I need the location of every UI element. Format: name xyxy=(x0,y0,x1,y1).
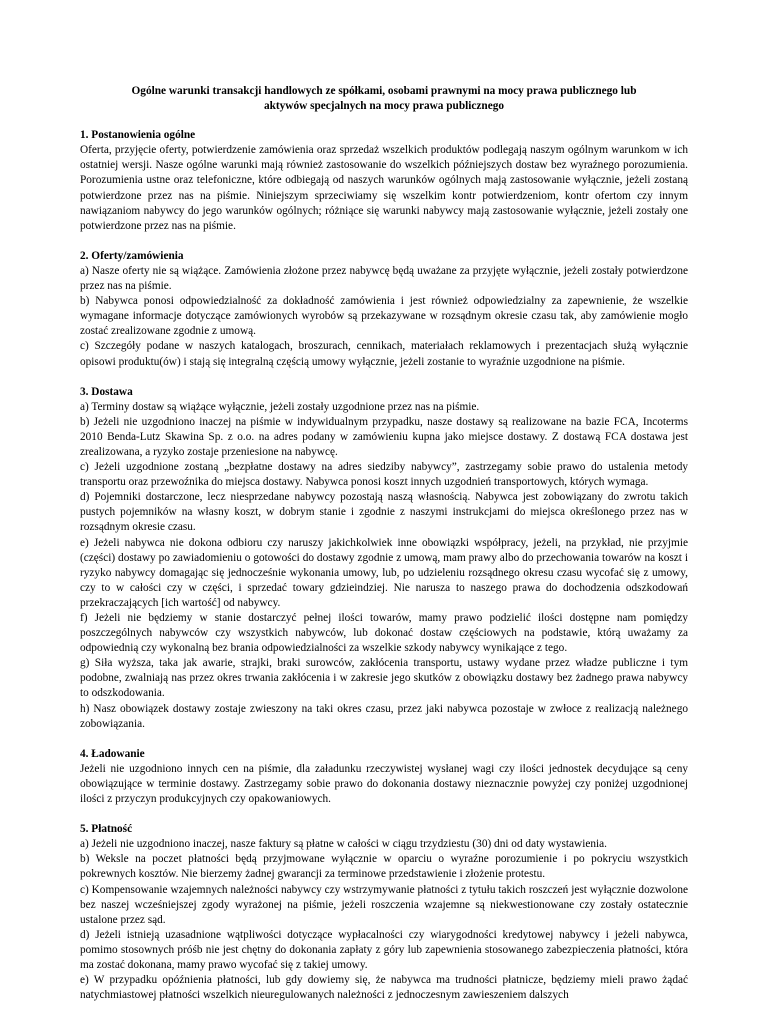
paragraph: a) Terminy dostaw są wiążące wyłącznie, jeżeli zostały uzgodnione przez nas na piśmie. xyxy=(80,400,480,413)
section-heading: 4. Ładowanie xyxy=(80,747,145,760)
paragraph: g) Siła wyższa, taka jak awarie, strajki, braki surowców, zakłócenia transportu, ustawy wydane przez władze publiczne i tym podobne, zwalniają nas przez okres trwania zakłócenia i w zakresie jego skutków z obowiązku dostawy bez żadnego prawa nabywcy to odszkodowania. xyxy=(80,657,688,700)
paragraph: b) Jeżeli nie uzgodniono inaczej na piśmie w indywidualnym przypadku, nasze dostawy są realizowane na bazie FCA, Incoterms 2010 Benda-Lutz Skawina Sp. z o.o. na adres podany w zamówieniu kupna jako miejsce dostawy. Z dostawą FCA dostawa jest zrealizowana, a ryzyko zostaje przeniesione na nabywcę. xyxy=(80,415,688,458)
paragraph: b) Weksle na poczet płatności będą przyjmowane wyłącznie w oparciu o wyraźne porozumienie i po pokryciu wszystkich pokrewnych kosztów. Nie bierzemy żadnej gwarancji za terminowe przedstawienie i złożenie protestu. xyxy=(80,853,688,881)
paragraph: Oferta, przyjęcie oferty, potwierdzenie zamówienia oraz sprzedaż wszelkich produktów podlegają naszym ogólnym warunkom w ich ostatniej wersji. Nasze ogólne warunki mają również zastosowanie do wszelkich późniejszych dostaw bez wyraźnego porozumienia. Porozumienia ustne oraz telefoniczne, które odbiegają od naszych warunków ogólnych mają zastosowanie wyłącznie, jeżeli zostaną potwierdzone przez nas na piśmie. Niniejszym sprzeciwiamy się wszelkim kontr potwierdzeniom, kontr ofertom czy innym nawiązaniom nabywcy do jego warunków ogólnych; różniące się warunki nabywcy mają zastosowanie wyłącznie, jeżeli zostały one potwierdzone przez nas na piśmie. xyxy=(80,144,688,232)
paragraph: d) Pojemniki dostarczone, lecz niesprzedane nabywcy pozostają naszą własnością. Nabywca jest zobowiązany do zwrotu takich pustych pojemników na własny koszt, w dobrym stanie i zgodnie z naszymi instrukcjami do miejsca określonego przez nas w rozsądnym okresie czasu. xyxy=(80,491,688,534)
title-line-2: aktywów specjalnych na mocy prawa publicznego xyxy=(263,100,505,113)
paragraph: d) Jeżeli istnieją uzasadnione wątpliwości dotyczące wypłacalności czy wiarygodności kredytowej nabywcy i jeżeli nabywca, pomimo stosownych próśb nie jest chętny do dokonania zapłaty z góry lub zapewnienia stosowanego zabezpieczenia płatności, która ma zostać dokonana, mamy prawo wycofać się z takiej umowy. xyxy=(80,928,688,971)
paragraph: e) W przypadku opóźnienia płatności, lub gdy dowiemy się, że nabywca ma trudności płatnicze, będziemy mieli prawo żądać natychmiastowej płatności wszelkich nieuregulowanych należności z jednoczesnym zawieszeniem dalszych xyxy=(80,974,688,1002)
section-offers-orders xyxy=(80,249,688,370)
paragraph: a) Jeżeli nie uzgodniono inaczej, nasze faktury są płatne w całości w ciągu trzydziestu (30) dni od daty wystawienia. xyxy=(80,838,607,851)
section-heading: 2. Oferty/zamówienia xyxy=(80,249,184,262)
section-general-provisions xyxy=(80,128,688,234)
paragraph: f) Jeżeli nie będziemy w stanie dostarczyć pełnej ilości towarów, mamy prawo podzielić ilości dostępne nam pomiędzy poszczególnych nabywców czy wszystkich nabywców, lub dokonać dostaw częściowych na podstawie, którą uważamy za odpowiednią czy wykonalną bez brania odpowiedzialności za wszelkie szkody nabywcy wynikające z tego. xyxy=(80,612,688,655)
section-loading xyxy=(80,747,688,807)
title-line-1: Ogólne warunki transakcji handlowych ze spółkami, osobami prawnymi na mocy prawa publicznego lub xyxy=(131,85,637,97)
paragraph: a) Nasze oferty nie są wiążące. Zamówienia złożone przez nabywcę będą uważane za przyjęte wyłącznie, jeżeli zostały potwierdzone przez nas na piśmie. xyxy=(80,264,688,293)
paragraph: c) Kompensowanie wzajemnych należności nabywcy czy wstrzymywanie płatności z tytułu takich roszczeń jest wyłącznie dozwolone bez naszej wcześniejszej zgody wyrażonej na piśmie, jeżeli roszczenia wzajemne są niekwestionowane czy zostały ostatecznie ustalone przez sąd. xyxy=(80,883,688,926)
document-title xyxy=(80,84,688,114)
paragraph: e) Jeżeli nabywca nie dokona odbioru czy naruszy jakichkolwiek inne obowiązki współpracy, jeżeli, na przykład, nie przyjmie (części) dostawy po zawiadomieniu o gotowości do dostawy zgodnie z umową, mam prawy albo do przechowania towarów na koszt i ryzyko nabywcy domagając się jednocześnie wykonania umowy, lub, po udzieleniu rozsądnego okresu czasu wycofać się z umowy, czy to w całości czy w części, i sprzedać towary gdzieindziej. Nie narusza to naszego prawa do dochodzenia odszkodowań przekraczających [ich wartość] od nabywcy. xyxy=(80,536,688,609)
section-heading: 3. Dostawa xyxy=(80,385,133,398)
paragraph: h) Nasz obowiązek dostawy zostaje zwieszony na taki okres czasu, przez jaki nabywca pozostaje w zwłoce z realizacją należnego zobowiązania. xyxy=(80,702,688,730)
paragraph: c) Jeżeli uzgodnione zostaną „bezpłatne dostawy na adres siedziby nabywcy”, zastrzegamy sobie prawo do ustalenia metody transportu oraz przewoźnika do miejsca dostawy. Nabywca ponosi koszt innych uzgodnień transportowych, których wymaga. xyxy=(80,461,688,489)
section-heading: 5. Płatność xyxy=(80,823,133,836)
paragraph: b) Nabywca ponosi odpowiedzialność za dokładność zamówienia i jest również odpowiedzialny za zapewnienie, że wszelkie wymagane informacje dotyczące zamówionych wyrobów są przekazywane w rozsądnym okresie czasu tak, aby zamówienie mogło zostać zrealizowane zgodnie z umową. xyxy=(80,295,688,338)
section-heading: 1. Postanowienia ogólne xyxy=(80,129,196,142)
section-payment xyxy=(80,822,688,1003)
paragraph: Jeżeli nie uzgodniono innych cen na piśmie, dla załadunku rzeczywistej wysłanej wagi czy ilości jednostek decydujące są ceny obowiązujące w terminie dostawy. Zastrzegamy sobie prawo do dokonania dostawy nieznacznie powyżej czy poniżej uzgodnionej ilości z przyczyn produkcyjnych czy opakowaniowych. xyxy=(80,762,688,806)
paragraph: c) Szczegóły podane w naszych katalogach, broszurach, cennikach, materiałach reklamowych i prezentacjach służą wyłącznie opisowi produktu(ów) i stają się integralną częścią umowy wyłącznie, jeżeli zostanie to wyraźnie uzgodnione na piśmie. xyxy=(80,340,688,368)
section-delivery xyxy=(80,385,688,732)
document-page xyxy=(80,84,688,1018)
